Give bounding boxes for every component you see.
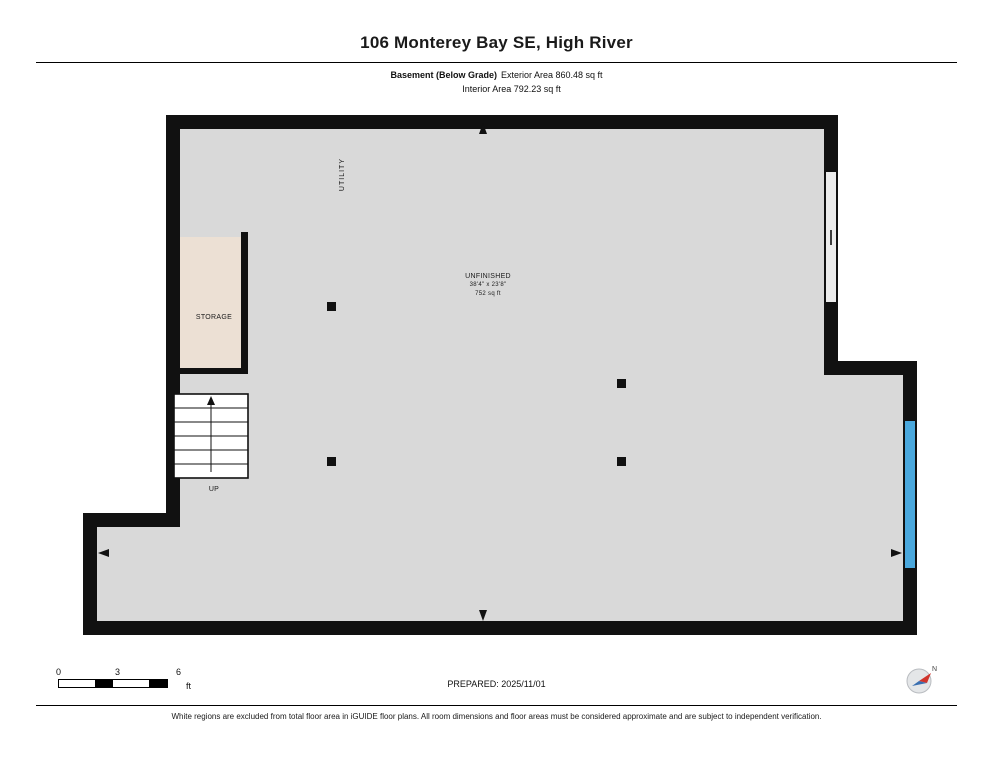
scale-tick-6: 6 — [176, 667, 182, 677]
floor-area-fill — [90, 122, 910, 628]
wall-far-left — [83, 513, 97, 635]
storage-wall-bottom — [174, 368, 248, 374]
room-name-utility: UTILITY — [339, 158, 346, 192]
scale-tick-3: 3 — [115, 667, 121, 677]
room-dimensions-unfinished: 38'4" x 23'8" — [469, 282, 507, 288]
room-label-storage — [180, 313, 248, 322]
room-name-storage: STORAGE — [195, 314, 233, 321]
storage-wall-right — [241, 232, 248, 374]
room-label-utility — [338, 158, 347, 191]
support-post — [327, 457, 336, 466]
room-label-unfinished — [428, 272, 548, 299]
stairs-label — [180, 485, 248, 494]
exterior-area: Exterior Area 860.48 sq ft — [500, 70, 603, 80]
wall-left-notch — [83, 513, 180, 527]
scale-tick-0: 0 — [56, 667, 62, 677]
interior-area: Interior Area 792.23 sq ft — [462, 84, 561, 94]
floor-plan-drawing — [60, 110, 940, 650]
prepared-date: PREPARED: 2025/11/01 — [447, 679, 546, 689]
footer-divider — [36, 705, 957, 706]
disclaimer-text: White regions are excluded from total floor area in iGUIDE floor plans. All room dimensions and floor areas must be considered approximate and are subject to independent verification. — [171, 712, 822, 721]
header-divider — [36, 62, 957, 63]
window-pane-lower — [905, 421, 915, 568]
floor-plan-svg — [60, 110, 940, 650]
storage-room-fill — [180, 237, 247, 374]
compass-rose — [900, 659, 942, 701]
storage-wall-top — [241, 232, 248, 238]
stairs-up-text: UP — [208, 486, 220, 493]
compass-icon — [900, 659, 942, 701]
support-post — [327, 302, 336, 311]
room-area-unfinished: 752 sq ft — [475, 291, 501, 297]
page-title: 106 Monterey Bay SE, High River — [360, 33, 633, 52]
svg-text:N: N — [932, 666, 938, 673]
room-name-unfinished: UNFINISHED — [465, 273, 511, 280]
scale-unit: ft — [186, 681, 192, 691]
area-summary — [0, 69, 993, 95]
support-post — [617, 379, 626, 388]
wall-top — [166, 115, 838, 129]
support-post — [617, 457, 626, 466]
wall-bottom — [83, 621, 917, 635]
level-label: Basement (Below Grade) — [390, 70, 497, 80]
